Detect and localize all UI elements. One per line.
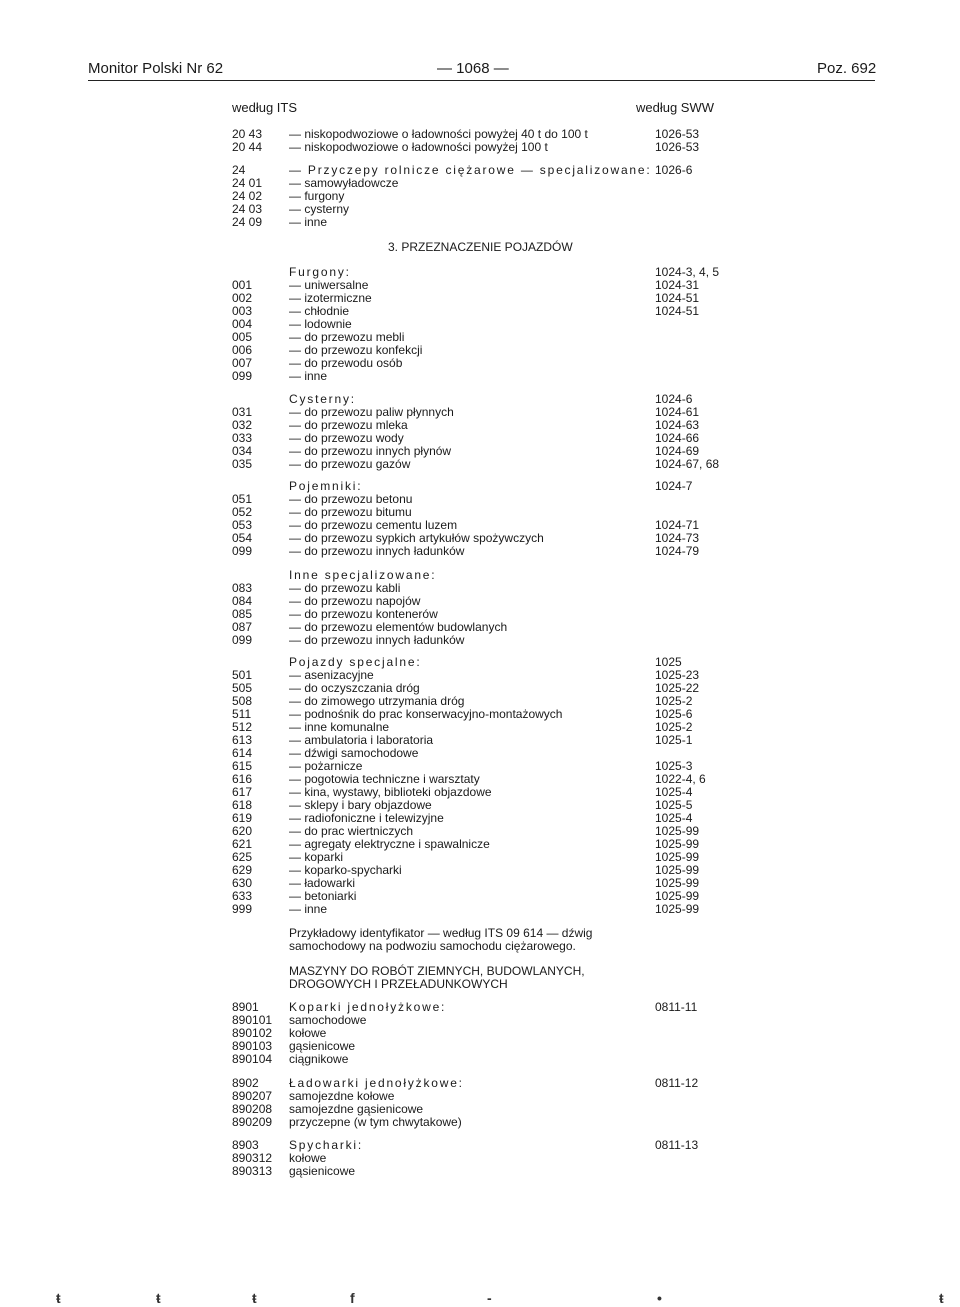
its-code: 004: [232, 317, 253, 331]
scan-mark: f: [350, 1290, 355, 1306]
description: — niskopodwoziowe o ładowności powyżej 100 t: [289, 140, 548, 154]
table-row: [0, 851, 960, 864]
description: — do przewozu bitumu: [289, 505, 412, 519]
its-code: 099: [232, 544, 253, 558]
header-position: Poz. 692: [817, 60, 877, 77]
table-row: [0, 506, 960, 519]
description: — cysterny: [289, 202, 350, 216]
scan-mark: ŧ: [56, 1290, 61, 1306]
its-code: 052: [232, 505, 253, 519]
sww-code: 1024-69: [655, 444, 700, 458]
its-code: 006: [232, 343, 253, 357]
its-code: 034: [232, 444, 253, 458]
description: przyczepne (w tym chwytakowe): [289, 1115, 462, 1129]
description: samochodowe: [289, 1013, 367, 1027]
sww-code: 1026-6: [655, 163, 693, 177]
description: — furgony: [289, 189, 345, 203]
sww-code: 1024-7: [655, 479, 693, 493]
its-code: 24 01: [232, 176, 263, 190]
description: Pojemniki:: [289, 479, 363, 493]
description: — do przewozu napojów: [289, 594, 421, 608]
sww-code: 1025-99: [655, 850, 700, 864]
description: — do przewozu gazów: [289, 457, 411, 471]
table-row: [0, 838, 960, 851]
description: — inne: [289, 369, 328, 383]
its-code: 24 09: [232, 215, 263, 229]
description: samojezdne kołowe: [289, 1089, 395, 1103]
description: Ładowarki jednołyżkowe:: [289, 1076, 464, 1090]
sww-code: 1024-3, 4, 5: [655, 265, 720, 279]
description: samojezdne gąsienicowe: [289, 1102, 424, 1116]
its-code: 051: [232, 492, 253, 506]
table-row: [0, 458, 960, 471]
table-row: [0, 1040, 960, 1053]
sww-code: 1024-79: [655, 544, 700, 558]
description: — pogotowia techniczne i warsztaty: [289, 772, 480, 786]
sww-code: 1022-4, 6: [655, 772, 706, 786]
table-row: [0, 1116, 960, 1129]
description: — chłodnie: [289, 304, 350, 318]
its-code: 007: [232, 356, 253, 370]
description: kołowe: [289, 1151, 327, 1165]
its-code: 619: [232, 811, 253, 825]
description: — koparko-spycharki: [289, 863, 402, 877]
table-row: [0, 799, 960, 812]
its-code: 20 44: [232, 140, 263, 154]
its-code: 031: [232, 405, 253, 419]
its-code: 8902: [232, 1076, 259, 1090]
table-row: [0, 747, 960, 760]
its-code: 614: [232, 746, 253, 760]
its-code: 8903: [232, 1138, 259, 1152]
its-code: 033: [232, 431, 253, 445]
its-code: 054: [232, 531, 253, 545]
its-code: 630: [232, 876, 253, 890]
its-code: 501: [232, 668, 253, 682]
description: — do przewozu paliw płynnych: [289, 405, 454, 419]
table-row: [0, 141, 960, 154]
its-code: 085: [232, 607, 253, 621]
table-row: [0, 419, 960, 432]
description: — niskopodwoziowe o ładowności powyżej 40 t do 100 t: [289, 127, 588, 141]
description: — ładowarki: [289, 876, 356, 890]
description: — do przewozu sypkich artykułów spożywczych: [289, 531, 544, 545]
sww-code: 1025-1: [655, 733, 693, 747]
its-code: 620: [232, 824, 253, 838]
description: — lodownie: [289, 317, 352, 331]
table-row: [0, 279, 960, 292]
description: — kina, wystawy, biblioteki objazdowe: [289, 785, 492, 799]
description: — do przewozu innych ładunków: [289, 544, 465, 558]
sww-code: 1025: [655, 655, 682, 669]
description: — agregaty elektryczne i spawalnicze: [289, 837, 490, 851]
table-row: [0, 1027, 960, 1040]
table-row: [0, 634, 960, 647]
description: — do przewozu mebli: [289, 330, 405, 344]
its-code: 617: [232, 785, 253, 799]
its-code: 20 43: [232, 127, 263, 141]
sww-code: 1025-5: [655, 798, 693, 812]
its-code: 001: [232, 278, 253, 292]
its-code: 511: [232, 707, 252, 721]
table-row: [0, 890, 960, 903]
sww-code: 0811-11: [655, 1000, 698, 1014]
sww-code: 0811-13: [655, 1138, 699, 1152]
example-note: Przykładowy identyfikator — według ITS 09 614 — dźwig samochodowy na podwoziu samochodu ciężarowego.: [289, 926, 593, 953]
sww-code: 1024-71: [655, 518, 700, 532]
table-row: [0, 786, 960, 799]
description: — inne: [289, 902, 328, 916]
its-code: 633: [232, 889, 253, 903]
description: — podnośnik do prac konserwacyjno-montażowych: [289, 707, 563, 721]
sww-code: 1025-99: [655, 824, 700, 838]
description: gąsienicowe: [289, 1164, 356, 1178]
its-code: 890207: [232, 1089, 273, 1103]
its-code: 621: [232, 837, 253, 851]
description: — do prac wiertniczych: [289, 824, 414, 838]
description: — radiofoniczne i telewizyjne: [289, 811, 444, 825]
table-row: [0, 305, 960, 318]
sww-code: 1024-61: [655, 405, 700, 419]
header-rule: [88, 80, 875, 81]
table-row: [0, 1090, 960, 1103]
table-row: [0, 344, 960, 357]
description: — do przewozu cementu luzem: [289, 518, 458, 532]
its-code: 613: [232, 733, 253, 747]
description: — do przewozu betonu: [289, 492, 413, 506]
its-code: 24 02: [232, 189, 263, 203]
table-row: [0, 621, 960, 634]
table-row: [0, 164, 960, 177]
table-row: [0, 721, 960, 734]
table-row: [0, 190, 960, 203]
description: — betoniarki: [289, 889, 357, 903]
header-page-number: — 1068 —: [437, 60, 509, 77]
description: — do przewozu konfekcji: [289, 343, 423, 357]
sww-code: 1024-66: [655, 431, 700, 445]
scan-mark: ŧ: [252, 1290, 257, 1306]
description: Cysterny:: [289, 392, 356, 406]
its-code: 099: [232, 369, 253, 383]
table-row: [0, 406, 960, 419]
its-code: 084: [232, 594, 253, 608]
table-row: [0, 177, 960, 190]
table-row: [0, 1077, 960, 1090]
its-code: 002: [232, 291, 253, 305]
its-code: 24: [232, 163, 246, 177]
description: — do przewozu mleka: [289, 418, 408, 432]
sww-code: 1025-99: [655, 876, 700, 890]
description: — inne: [289, 215, 328, 229]
sww-code: 1024-51: [655, 304, 700, 318]
table-row: [0, 331, 960, 344]
table-row: [0, 393, 960, 406]
sww-code: 1024-51: [655, 291, 700, 305]
description: — izotermiczne: [289, 291, 372, 305]
its-code: 083: [232, 581, 253, 595]
description: — do przewozu innych ładunków: [289, 633, 465, 647]
description: Koparki jednołyżkowe:: [289, 1000, 447, 1014]
sww-code: 1025-4: [655, 785, 693, 799]
its-code: 615: [232, 759, 253, 773]
description: — do zimowego utrzymania dróg: [289, 694, 465, 708]
table-row: [0, 656, 960, 669]
its-code: 629: [232, 863, 253, 877]
table-row: [0, 318, 960, 331]
table-row: [0, 682, 960, 695]
table-row: [0, 669, 960, 682]
table-row: [0, 357, 960, 370]
description: gąsienicowe: [289, 1039, 356, 1053]
sww-code: 1025-4: [655, 811, 693, 825]
its-column-label: według ITS: [232, 100, 298, 115]
table-row: [0, 203, 960, 216]
its-code: 087: [232, 620, 253, 634]
its-code: 890102: [232, 1026, 273, 1040]
sww-code: 1025-99: [655, 863, 700, 877]
description: Spycharki:: [289, 1138, 364, 1152]
its-code: 8901: [232, 1000, 259, 1014]
its-code: 890313: [232, 1164, 273, 1178]
sww-code: 1024-63: [655, 418, 700, 432]
table-row: [0, 1152, 960, 1165]
sww-code: 1024-73: [655, 531, 700, 545]
description: — do przewozu wody: [289, 431, 404, 445]
scan-mark: ŧ: [939, 1290, 944, 1306]
description: — do przewozu kontenerów: [289, 607, 438, 621]
table-row: [0, 760, 960, 773]
its-code: 032: [232, 418, 253, 432]
scan-mark: -: [487, 1290, 492, 1306]
table-row: [0, 370, 960, 383]
its-code: 508: [232, 694, 253, 708]
description: — dźwigi samochodowe: [289, 746, 419, 760]
sww-code: 1025-99: [655, 889, 700, 903]
description: — samowyładowcze: [289, 176, 399, 190]
table-row: [0, 1103, 960, 1116]
description: — Przyczepy rolnicze ciężarowe — specjalizowane:: [289, 163, 652, 177]
scan-mark: ŧ: [156, 1290, 161, 1306]
its-code: 999: [232, 902, 253, 916]
description: Furgony:: [289, 265, 351, 279]
table-row: [0, 493, 960, 506]
table-row: [0, 734, 960, 747]
description: — do przewozu kabli: [289, 581, 401, 595]
table-row: [0, 1001, 960, 1014]
description: — ambulatoria i laboratoria: [289, 733, 434, 747]
its-code: 24 03: [232, 202, 263, 216]
its-code: 890208: [232, 1102, 273, 1116]
its-code: 890312: [232, 1151, 273, 1165]
its-code: 625: [232, 850, 253, 864]
description: kołowe: [289, 1026, 327, 1040]
sww-code: 1025-99: [655, 902, 700, 916]
table-row: [0, 864, 960, 877]
sww-code: 0811-12: [655, 1076, 699, 1090]
sww-code: 1025-3: [655, 759, 693, 773]
sww-code: 1025-2: [655, 694, 693, 708]
description: — uniwersalne: [289, 278, 369, 292]
table-row: [0, 532, 960, 545]
table-row: [0, 569, 960, 582]
sww-code: 1026-53: [655, 127, 700, 141]
description: Inne specjalizowane:: [289, 568, 437, 582]
table-row: [0, 216, 960, 229]
description: — inne komunalne: [289, 720, 390, 734]
description: — koparki: [289, 850, 344, 864]
its-code: 099: [232, 633, 253, 647]
header-left: Monitor Polski Nr 62: [88, 60, 224, 77]
its-code: 003: [232, 304, 253, 318]
description: — asenizacyjne: [289, 668, 374, 682]
sww-column-label: według SWW: [636, 100, 715, 115]
description: — do przewozu elementów budowlanych: [289, 620, 508, 634]
sww-code: 1026-53: [655, 140, 700, 154]
its-code: 505: [232, 681, 253, 695]
section-title: 3. PRZEZNACZENIE POJAZDÓW: [388, 240, 573, 254]
its-code: 005: [232, 330, 253, 344]
description: Pojazdy specjalne:: [289, 655, 422, 669]
sww-code: 1024-67, 68: [655, 457, 720, 471]
sww-code: 1024-6: [655, 392, 693, 406]
its-code: 616: [232, 772, 253, 786]
table-row: [0, 595, 960, 608]
description: — do przewodu osób: [289, 356, 403, 370]
description: — do przewozu innych płynów: [289, 444, 452, 458]
table-row: [0, 545, 960, 558]
sww-code: 1025-2: [655, 720, 693, 734]
description: — do oczyszczania dróg: [289, 681, 420, 695]
description: ciągnikowe: [289, 1052, 349, 1066]
description: — sklepy i bary objazdowe: [289, 798, 432, 812]
its-code: 053: [232, 518, 253, 532]
its-code: 035: [232, 457, 253, 471]
table-row: [0, 480, 960, 493]
table-row: [0, 445, 960, 458]
scan-mark: •: [657, 1290, 662, 1306]
its-code: 618: [232, 798, 253, 812]
sww-code: 1024-31: [655, 278, 700, 292]
its-code: 890104: [232, 1052, 273, 1066]
table-row: [0, 1053, 960, 1066]
its-code: 890101: [232, 1013, 273, 1027]
table-row: [0, 292, 960, 305]
table-row: [0, 708, 960, 721]
table-row: [0, 1165, 960, 1178]
table-row: [0, 266, 960, 279]
its-code: 890103: [232, 1039, 273, 1053]
machines-title: MASZYNY DO ROBÓT ZIEMNYCH, BUDOWLANYCH, DROGOWYCH I PRZEŁADUNKOWYCH: [289, 964, 585, 991]
its-code: 890209: [232, 1115, 273, 1129]
table-row: [0, 1014, 960, 1027]
sww-code: 1025-99: [655, 837, 700, 851]
table-row: [0, 432, 960, 445]
sww-code: 1025-22: [655, 681, 700, 695]
table-row: [0, 1139, 960, 1152]
table-row: [0, 903, 960, 916]
table-row: [0, 877, 960, 890]
sww-code: 1025-23: [655, 668, 700, 682]
its-code: 512: [232, 720, 253, 734]
table-row: [0, 812, 960, 825]
description: — pożarnicze: [289, 759, 363, 773]
table-row: [0, 582, 960, 595]
sww-code: 1025-6: [655, 707, 693, 721]
